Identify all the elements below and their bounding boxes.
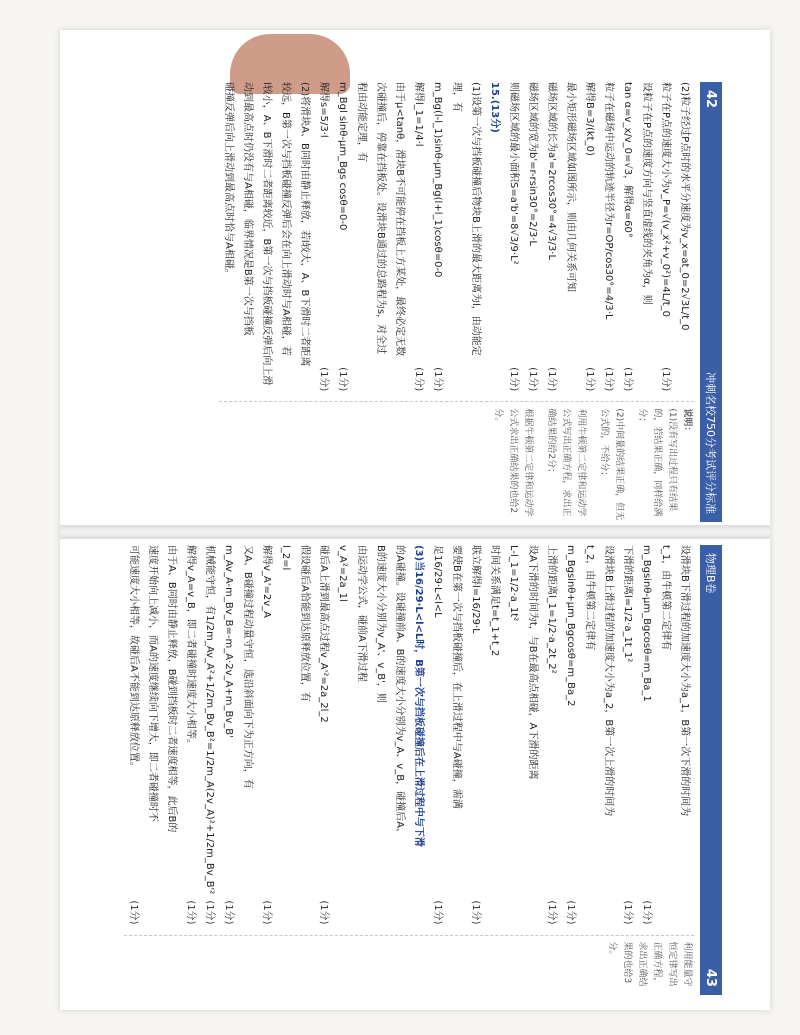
score-mark <box>637 385 656 391</box>
solution-line <box>618 545 637 925</box>
note-item: 根据牛顿第二定律和运动学公式求出正确结果的也给2分。 <box>493 408 533 517</box>
solution-line <box>143 545 162 925</box>
solution-line <box>371 82 390 391</box>
score-mark <box>162 919 181 925</box>
solution-line <box>580 82 599 391</box>
score-mark: (1分) <box>641 900 652 925</box>
score-mark: (1分) <box>185 900 196 925</box>
solution-line <box>352 82 371 391</box>
solution-line <box>333 545 352 925</box>
line-text: 时间关系满足t=t_1+t_2 <box>489 545 500 657</box>
line-text: 磁场区域的宽为b'=r-rsin30°=2/3·L <box>527 82 538 246</box>
line-text: 设A下滑的时间为t，与B在最高点相碰，A下滑的距离 <box>527 545 538 780</box>
solution-line <box>447 545 466 925</box>
line-text: 理，有 <box>451 82 462 112</box>
score-mark <box>675 919 694 925</box>
score-mark <box>656 919 675 925</box>
solution-line <box>162 545 181 925</box>
page-header <box>700 545 722 995</box>
score-mark: (1分) <box>622 900 633 925</box>
header-title: 物理B卷 <box>704 553 717 594</box>
score-mark: (1分) <box>204 900 215 925</box>
line-text: 解得l_1=1/4·l <box>413 82 424 147</box>
score-mark <box>295 385 314 391</box>
score-mark <box>276 385 295 391</box>
score-mark <box>599 919 618 925</box>
score-mark <box>504 919 523 925</box>
score-mark <box>466 385 485 391</box>
solution-line <box>618 82 637 391</box>
line-text: 粒子在P点的速度大小为v_P=√(v_x²+v_0²)=4L/t_0 <box>660 82 671 318</box>
solution-line <box>675 545 694 925</box>
notes-column <box>219 401 694 522</box>
solution-line <box>371 545 390 925</box>
line-text: v_A²=2a_1l <box>337 545 348 602</box>
solution-line <box>599 82 618 391</box>
line-text: 次碰撞后，停靠在挡板处。设滑块B通过的总路程为s，对全过 <box>375 82 386 355</box>
line-text: 机械能守恒，有1/2m_Av_A²+1/2m_Bv_B²=1/2m_A(2v_A)²+1/2m_Bv_B'² <box>204 545 215 895</box>
solution-line <box>504 545 523 925</box>
line-text: (2)将滑块A、B同时由静止释放，若l较大，A、B下滑时二者距离 <box>299 82 310 367</box>
solution-line <box>295 82 314 391</box>
line-text: (2)粒子经过P点时的水平分速度为v_x=at_0=2√3L/t_0 <box>679 82 690 331</box>
line-text: l较小，A、B下滑时二者距离较近，B第一次与挡板碰撞反弹后向上滑 <box>261 82 272 386</box>
line-text: 碰撞反弹后向上滑动到最高点时恰与A相碰。 <box>223 82 234 279</box>
solution-line <box>219 545 238 925</box>
solution-line <box>675 82 694 391</box>
line-text: 由运动学公式，碰前A下滑过程 <box>356 545 367 682</box>
solution-line <box>238 82 257 391</box>
note-item: (2)中间量的结果正确，但无公式的，不给分； <box>599 408 624 521</box>
solution-line <box>637 82 656 391</box>
solution-line <box>656 545 675 925</box>
line-text: m_Bgsinθ-μm_Bgcosθ=m_Ba_1 <box>641 545 652 702</box>
score-mark: (1分) <box>128 900 139 925</box>
score-mark: (1分) <box>470 900 481 925</box>
score-mark <box>276 919 295 925</box>
line-text: m_Bg(l-l_1)sinθ-μm_Bg(l+l_1)cosθ=0-0 <box>432 82 443 278</box>
line-text: 由于μ<tanθ，滑块B不可能停在挡板上方某处，最终必定无数 <box>394 82 405 357</box>
score-mark: (1分) <box>565 900 576 925</box>
solution-line <box>542 82 561 391</box>
score-mark <box>352 385 371 391</box>
solution-text <box>124 545 694 925</box>
note-item: 利用牛顿第二定律和运动学公式写出正确方程，求出正确结果的给2分； <box>546 408 586 517</box>
score-mark: (1分) <box>261 900 272 925</box>
score-mark <box>371 385 390 391</box>
solution-line <box>409 82 428 391</box>
solution-line <box>580 545 599 925</box>
score-mark: (1分) <box>413 367 424 392</box>
solution-line <box>466 82 485 391</box>
line-text: 上滑的距离l_1=1/2·a_2t_2² <box>546 545 557 674</box>
line-text: 又A、B碰撞过程动量守恒，选沿斜面向下为正方向，有 <box>242 545 253 789</box>
line-text: 设滑块B上滑过程的加速度大小为a_2，B第一次上滑的时间为 <box>603 545 614 817</box>
solution-line <box>485 82 504 391</box>
book-spine <box>60 525 770 539</box>
solution-line <box>637 545 656 925</box>
note-item: (1)没有写出过程只有结果的，若结果正确，同样给满分； <box>637 408 677 517</box>
line-text: 动到最高点时仍没有与A相碰，临界情况是B第一次与挡板 <box>242 82 253 336</box>
score-mark <box>390 385 409 391</box>
solution-line <box>390 82 409 391</box>
score-mark: (1分) <box>584 367 595 392</box>
line-text: 程由动能定理，有 <box>356 82 367 162</box>
score-mark <box>238 385 257 391</box>
solution-line <box>390 545 409 925</box>
line-text: (1)设第一次与挡板碰撞后物块B上滑的最大距离为l，由动能定 <box>470 82 481 356</box>
line-text: l_2=l <box>280 545 291 571</box>
line-text: 碰后A上滑到最高点过程v_A'²=2a_2l_2 <box>318 545 329 723</box>
notes-title: 说明： <box>682 408 692 436</box>
line-text: 假设碰后A恰能到达原释放位置，有 <box>299 545 310 702</box>
line-text: 设粒子在P点的速度方向与竖直虚线的夹角为α，则 <box>641 82 652 305</box>
line-text: 解得B=3/(kt_0) <box>584 82 595 156</box>
score-mark <box>523 919 542 925</box>
score-mark <box>257 385 276 391</box>
line-text: 下滑的距离l=1/2·a_1t_1² <box>622 545 633 663</box>
score-mark <box>371 919 390 925</box>
score-mark <box>447 385 466 391</box>
line-text: tan α=v_x/v_0=√3，解得α=60° <box>622 82 633 238</box>
solution-line <box>409 545 428 925</box>
line-text: B的速度大小分别为v_A'、v_B'，则 <box>375 545 386 703</box>
score-mark <box>390 919 409 925</box>
solution-line <box>276 545 295 925</box>
line-text: t_2，由牛顿第二定律有 <box>584 545 595 651</box>
score-mark <box>352 919 371 925</box>
solution-line <box>314 82 333 391</box>
score-mark <box>485 919 504 925</box>
score-mark: (1分) <box>318 367 329 392</box>
score-mark: (1分) <box>527 367 538 392</box>
score-mark <box>143 919 162 925</box>
note-item: 利用能量守恒定律写出正确方程，求出正确结果的也给3分。 <box>607 941 692 987</box>
solution-line <box>656 82 675 391</box>
page-number: 42 <box>703 90 719 109</box>
solution-line <box>257 545 276 925</box>
line-text: 可能速度大小相等，故碰后A不能到达原释放位置。 <box>128 545 139 772</box>
solution-line <box>485 545 504 925</box>
line-text: 由于A、B同时由静止释放，B碰到挡板时二者速度相等，此后B的 <box>166 545 177 833</box>
score-mark: (1分) <box>432 367 443 392</box>
score-mark <box>485 385 504 391</box>
score-mark: (1分) <box>622 367 633 392</box>
header-title: 冲刺名校750分考试评分标准 <box>704 372 717 514</box>
solution-line <box>523 545 542 925</box>
line-text: 联立解得l=16/29·L <box>470 545 481 634</box>
solution-line <box>314 545 333 925</box>
score-mark: (1分) <box>508 367 519 392</box>
line-text: 要使B在第一次与挡板碰撞后，在上滑过程中与A碰撞，需满 <box>451 545 462 809</box>
score-mark: (1分) <box>603 367 614 392</box>
score-mark: (1分) <box>337 367 348 392</box>
line-text: t_1，由牛顿第二定律有 <box>660 545 671 651</box>
score-mark <box>561 385 580 391</box>
solution-line <box>561 82 580 391</box>
solution-line <box>542 545 561 925</box>
solution-line <box>428 82 447 391</box>
line-text: m_Bgsinθ+μm_Bgcosθ=m_Ba_2 <box>565 545 576 707</box>
line-text: (3)当16/29·L<l<L时，B第一次与挡板碰撞后在上滑过程中与下滑 <box>413 545 424 847</box>
line-text: 解得s=5/3·l <box>318 82 329 138</box>
page-header <box>700 82 722 522</box>
line-text: 15.(13分) <box>489 82 500 133</box>
solution-line <box>447 82 466 391</box>
line-text: 设滑块B下滑过程的加速度大小为a_1，B第一次下滑的时间为 <box>679 545 690 817</box>
solution-line <box>561 545 580 925</box>
line-text: L-l_1=1/2·a_1t² <box>508 545 519 622</box>
solution-text <box>219 82 694 391</box>
score-mark: (1分) <box>546 367 557 392</box>
solution-line <box>333 82 352 391</box>
solution-line <box>124 545 143 925</box>
line-text: 最小矩形磁场区域如图所示，则由几何关系可知 <box>565 82 576 292</box>
line-text: m_Av_A-m_Bv_B=-m_A·2v_A+m_Bv_B' <box>223 545 234 738</box>
score-mark: (1分) <box>223 900 234 925</box>
line-text: 较远，B第一次与挡板碰撞反弹后会在向上滑动时与A相碰，若 <box>280 82 291 356</box>
solution-line <box>352 545 371 925</box>
line-text: 速度开始向上减小，而A的速度继续向下增大，即二者碰撞时不 <box>147 545 158 822</box>
score-mark: (1分) <box>318 900 329 925</box>
line-text: 解得v_A=v_B，即二者碰撞时速度大小相等。 <box>185 545 196 749</box>
line-text: 足16/29·L<l<L <box>432 545 443 618</box>
page-number: 43 <box>703 968 719 987</box>
score-mark <box>238 919 257 925</box>
solution-line <box>599 545 618 925</box>
solution-line <box>504 82 523 391</box>
solution-line <box>276 82 295 391</box>
solution-line <box>200 545 219 925</box>
solution-line <box>238 545 257 925</box>
line-text: 的A碰撞。设碰撞前A、B的速度大小分别为v_A、v_B，碰撞后A、 <box>394 545 405 838</box>
score-mark <box>580 919 599 925</box>
solution-line <box>428 545 447 925</box>
score-mark <box>675 385 694 391</box>
score-mark: (1分) <box>546 900 557 925</box>
line-text: 磁场区域的长为a'=2rcos30°=4√3/3·L <box>546 82 557 261</box>
score-mark <box>447 919 466 925</box>
score-mark <box>333 919 352 925</box>
score-mark <box>295 919 314 925</box>
line-text: 解得v_A'=2v_A <box>261 545 272 619</box>
line-text: 粒子在磁场中运动的轨迹半径为r=OP/cos30°=4/3·L <box>603 82 614 320</box>
notes-column <box>124 935 694 996</box>
score-mark <box>409 919 428 925</box>
page-43 <box>82 545 722 995</box>
solution-line <box>257 82 276 391</box>
line-text: m_Bgl sinθ-μm_Bgs cosθ=0-0 <box>337 82 348 231</box>
solution-line <box>295 545 314 925</box>
solution-line <box>523 82 542 391</box>
solution-line <box>181 545 200 925</box>
score-mark: (1分) <box>432 900 443 925</box>
solution-line <box>219 82 238 391</box>
score-mark <box>219 385 238 391</box>
page-42 <box>82 82 722 522</box>
solution-line <box>466 545 485 925</box>
score-mark: (1分) <box>660 367 671 392</box>
line-text: 则磁场区域的最小面积S=a'b'=8√3/9·L² <box>508 82 519 265</box>
